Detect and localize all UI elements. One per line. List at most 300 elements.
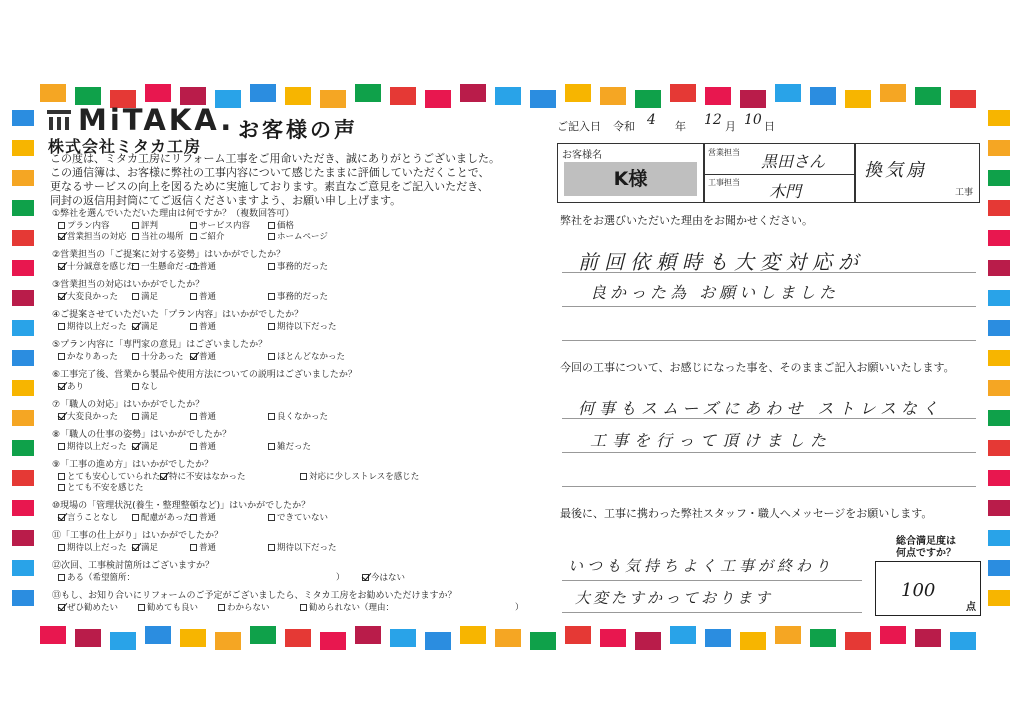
- work-box: [855, 143, 980, 203]
- colored-square: [988, 170, 1010, 186]
- checkbox[interactable]: [132, 383, 139, 390]
- section-question-impression: 今回の工事について、お感じになった事を、そのままご記入お願いいたします。: [560, 361, 955, 374]
- answer-option[interactable]: [190, 221, 250, 231]
- question-label: ⑪「工事の仕上がり」はいかがでしたか？: [52, 531, 224, 541]
- question-label: ⑥工事完了後、営業から製品や使用方法についての説明はございましたか？: [52, 370, 357, 380]
- answer-option[interactable]: [132, 543, 158, 553]
- checkbox[interactable]: [268, 353, 275, 360]
- checked-checkbox[interactable]: [58, 413, 65, 420]
- answer-option[interactable]: [132, 232, 184, 242]
- intro-line: 更なるサービスの向上を図るために実施しております。素直なご意見をご記入いただき、: [50, 180, 489, 193]
- checkbox[interactable]: [132, 413, 139, 420]
- answer-option-label: 期待以上だった: [67, 543, 127, 553]
- answer-option-label: 普通: [199, 262, 217, 272]
- checkbox[interactable]: [190, 293, 197, 300]
- answer-option[interactable]: [132, 221, 158, 231]
- answer-option[interactable]: [300, 472, 419, 482]
- answer-option-label: とても不安を感じた: [67, 483, 144, 493]
- answer-option[interactable]: [58, 382, 84, 392]
- question-label: ⑦「職人の対応」はいかがでしたか？: [52, 400, 205, 410]
- checkbox[interactable]: [58, 484, 65, 491]
- satisfaction-label-line: 何点ですか？: [896, 548, 956, 559]
- date-day-unit: 日: [764, 120, 775, 133]
- satisfaction-label: [872, 536, 980, 560]
- colored-square: [40, 626, 66, 644]
- work-staff-row: [705, 174, 854, 204]
- date-month: 12: [704, 112, 722, 128]
- date-year-unit: 年: [675, 120, 686, 133]
- handwritten-answer: 大変たすかっております: [575, 589, 774, 607]
- question-label: ⑫次回、工事検討箇所はございますか？: [52, 561, 215, 571]
- colored-square: [180, 629, 206, 647]
- checkbox[interactable]: [268, 222, 275, 229]
- ruled-line: [562, 306, 976, 307]
- answer-option-label: かなりあった: [67, 352, 118, 362]
- answer-option[interactable]: [132, 322, 158, 332]
- colored-square: [988, 110, 1010, 126]
- colored-square: [12, 350, 34, 366]
- answer-option-label: ほとんどなかった: [277, 352, 346, 362]
- answer-option[interactable]: [58, 442, 127, 452]
- colored-square: [12, 380, 34, 396]
- checkbox[interactable]: [58, 443, 65, 450]
- colored-square: [775, 84, 801, 102]
- answer-option[interactable]: [268, 262, 328, 272]
- checked-checkbox[interactable]: [58, 383, 65, 390]
- handwritten-answer: 工事を行って頂けました: [590, 431, 833, 450]
- answer-option-label: 大変良かった: [67, 292, 119, 302]
- checkbox[interactable]: [268, 263, 275, 270]
- answer-option[interactable]: [218, 603, 270, 613]
- staff-box: [704, 143, 855, 203]
- question-label: ②営業担当の「ご提案に対する姿勢」はいかがでしたか？: [52, 250, 286, 260]
- checked-checkbox[interactable]: [58, 293, 65, 300]
- handwritten-answer: 良かった為 お願いしました: [590, 283, 840, 302]
- answer-option-label: 期待以上だった: [67, 442, 127, 452]
- checkbox[interactable]: [132, 514, 139, 521]
- answer-option-label: 期待以下だった: [277, 322, 337, 332]
- ruled-line: [562, 612, 862, 613]
- answer-option-label: 価格: [277, 221, 295, 231]
- answer-option[interactable]: [58, 603, 118, 613]
- checked-checkbox[interactable]: [362, 574, 369, 581]
- checkbox[interactable]: [58, 353, 65, 360]
- answer-option[interactable]: [132, 352, 183, 362]
- question-label: ①弊社を選んでいただいた理由は何ですか？（複数回答可）: [52, 209, 295, 219]
- answer-option[interactable]: [58, 543, 127, 553]
- colored-square: [530, 632, 556, 650]
- checkbox[interactable]: [190, 222, 197, 229]
- answer-option[interactable]: [132, 442, 158, 452]
- answer-option-label: 満足: [141, 292, 159, 302]
- answer-option-label: 期待以下だった: [277, 543, 337, 553]
- answer-option[interactable]: [132, 412, 158, 422]
- answer-option[interactable]: [268, 513, 328, 523]
- question-label: ③営業担当の対応はいかがでしたか？: [52, 280, 205, 290]
- answer-option[interactable]: [190, 262, 216, 272]
- colored-square: [320, 632, 346, 650]
- colored-square: [355, 626, 381, 644]
- answer-option[interactable]: [190, 232, 225, 242]
- answer-option[interactable]: [268, 543, 337, 553]
- answer-option-label: 普通: [199, 322, 217, 332]
- satisfaction-label-line: 総合満足度は: [896, 536, 956, 547]
- colored-square: [635, 632, 661, 650]
- answer-option[interactable]: [190, 543, 216, 553]
- answer-option-label: サービス内容: [199, 221, 251, 231]
- checkbox[interactable]: [190, 443, 197, 450]
- answer-option[interactable]: [58, 472, 161, 482]
- answer-option[interactable]: [190, 513, 216, 523]
- colored-square: [12, 410, 34, 426]
- colored-square: [355, 84, 381, 102]
- ruled-line: [562, 580, 862, 581]
- checked-checkbox[interactable]: [132, 544, 139, 551]
- customer-box: [557, 143, 704, 203]
- question-label: ④ご提案させていただいた「プラン内容」はいかがでしたか？: [52, 310, 304, 320]
- checkbox[interactable]: [268, 514, 275, 521]
- answer-option[interactable]: [268, 292, 328, 302]
- checkbox[interactable]: [132, 233, 139, 240]
- customer-label: お客様名: [562, 150, 602, 161]
- colored-square: [950, 632, 976, 650]
- checked-checkbox[interactable]: [160, 473, 167, 480]
- page-title: お客様の声: [238, 118, 358, 142]
- checkbox[interactable]: [132, 353, 139, 360]
- checkbox[interactable]: [268, 293, 275, 300]
- answer-option[interactable]: [58, 352, 118, 362]
- answer-option-label: 大変良かった: [67, 412, 119, 422]
- handwritten-answer: 前回依頼時も大変対応が: [578, 250, 864, 274]
- colored-square: [810, 629, 836, 647]
- answer-option-label: 普通: [199, 513, 217, 523]
- answer-option-label: ご紹介: [199, 232, 225, 242]
- answer-option[interactable]: [58, 221, 110, 231]
- answer-option-label: ホームページ: [277, 232, 328, 242]
- answer-option-label: 一生懸命だった: [141, 262, 201, 272]
- colored-square: [215, 632, 241, 650]
- colored-square: [285, 629, 311, 647]
- colored-square: [600, 629, 626, 647]
- colored-square: [12, 260, 34, 276]
- colored-square: [390, 629, 416, 647]
- colored-square: [845, 90, 871, 108]
- colored-square: [988, 230, 1010, 246]
- checked-checkbox[interactable]: [132, 443, 139, 450]
- answer-option[interactable]: [58, 573, 135, 583]
- ruled-line: [562, 452, 976, 453]
- ruled-line: [562, 340, 976, 341]
- intro-line: この度は、ミタカ工房にリフォーム工事をご用命いただき、誠にありがとうございました。: [50, 152, 501, 165]
- answer-option-label: 満足: [141, 322, 159, 332]
- colored-square: [250, 626, 276, 644]
- checkbox[interactable]: [268, 443, 275, 450]
- colored-square: [40, 84, 66, 102]
- answer-option-label: ある（希望箇所：: [67, 573, 136, 583]
- answer-option[interactable]: [58, 513, 118, 523]
- colored-square: [988, 140, 1010, 156]
- answer-option: [515, 603, 524, 613]
- work-staff-name: 木門: [769, 182, 802, 201]
- colored-square: [285, 87, 311, 105]
- colored-square: [12, 170, 34, 186]
- answer-option-label: わからない: [227, 603, 270, 613]
- answer-option-label: 事務的だった: [277, 262, 329, 272]
- answer-option-label: 期待以上だった: [67, 322, 127, 332]
- ruled-line: [562, 486, 976, 487]
- colored-square: [950, 90, 976, 108]
- answer-option-label: 普通: [199, 543, 217, 553]
- answer-option-label: 満足: [141, 442, 159, 452]
- colored-square: [880, 626, 906, 644]
- colored-square: [460, 84, 486, 102]
- colored-square: [670, 84, 696, 102]
- colored-square: [495, 629, 521, 647]
- work-suffix: 工事: [954, 188, 973, 198]
- answer-option[interactable]: [132, 382, 158, 392]
- answer-option-label: 当社の場所: [141, 232, 184, 242]
- intro-line: この通信簿は、お客様に弊社の工事内容について感じたままに評価していただくことで、: [50, 166, 490, 179]
- colored-square: [565, 626, 591, 644]
- checkbox[interactable]: [190, 514, 197, 521]
- answer-option[interactable]: [300, 603, 394, 613]
- colored-square: [988, 290, 1010, 306]
- answer-option-label: 十分あった: [141, 352, 184, 362]
- colored-square: [988, 470, 1010, 486]
- sales-staff-row: [705, 144, 854, 175]
- checkbox[interactable]: [190, 263, 197, 270]
- question-label: ⑧「職人の仕事の姿勢」はいかがでしたか？: [52, 430, 232, 440]
- answer-option-label: ぜひ勧めたい: [67, 603, 119, 613]
- work-staff-label: 工事担当: [708, 178, 740, 187]
- checkbox[interactable]: [268, 323, 275, 330]
- colored-square: [12, 500, 34, 516]
- answer-option-label: 特に不安はなかった: [169, 472, 246, 482]
- answer-option[interactable]: [132, 292, 158, 302]
- checkbox[interactable]: [300, 604, 307, 611]
- answer-option-label: なし: [141, 382, 159, 392]
- logo-icon: [47, 108, 71, 132]
- answer-option[interactable]: [58, 483, 144, 493]
- answer-option[interactable]: [58, 292, 118, 302]
- colored-square: [988, 590, 1010, 606]
- answer-option[interactable]: [190, 322, 216, 332]
- answer-option-label: プラン内容: [67, 221, 110, 231]
- answer-option[interactable]: [190, 292, 216, 302]
- date-era: 令和: [613, 120, 635, 133]
- satisfaction-score: 100: [901, 580, 936, 601]
- checkbox[interactable]: [132, 222, 139, 229]
- colored-square: [145, 84, 171, 102]
- answer-option[interactable]: [268, 232, 328, 242]
- work-name: 換気扇: [864, 160, 927, 181]
- checkbox[interactable]: [58, 323, 65, 330]
- colored-square: [12, 320, 34, 336]
- answer-option[interactable]: [268, 322, 337, 332]
- checkbox[interactable]: [58, 473, 65, 480]
- answer-option-label: とても安心していられた: [67, 472, 161, 482]
- date-month-unit: 月: [725, 120, 736, 133]
- checked-checkbox[interactable]: [58, 514, 65, 521]
- answer-option-label: 今はない: [371, 573, 406, 583]
- sales-staff-name: 黒田さん: [761, 152, 826, 171]
- checkbox[interactable]: [300, 473, 307, 480]
- checkbox[interactable]: [218, 604, 225, 611]
- answer-option-label: 雑だった: [277, 442, 312, 452]
- answer-option-label: 評判: [141, 221, 159, 231]
- colored-square: [670, 626, 696, 644]
- section-question-reason: 弊社をお選びいただいた理由をお聞かせください。: [560, 214, 813, 227]
- colored-square: [425, 90, 451, 108]
- answer-option[interactable]: [138, 603, 198, 613]
- colored-square: [12, 470, 34, 486]
- checked-checkbox[interactable]: [58, 604, 65, 611]
- colored-square: [600, 87, 626, 105]
- checked-checkbox[interactable]: [190, 353, 197, 360]
- answer-option-label: 普通: [199, 412, 217, 422]
- checkbox[interactable]: [190, 233, 197, 240]
- colored-square: [915, 87, 941, 105]
- checkbox[interactable]: [190, 323, 197, 330]
- colored-square: [145, 626, 171, 644]
- colored-square: [565, 84, 591, 102]
- answer-option[interactable]: [268, 221, 294, 231]
- colored-square: [915, 629, 941, 647]
- colored-square: [425, 632, 451, 650]
- checkbox[interactable]: [268, 413, 275, 420]
- checked-checkbox[interactable]: [58, 263, 65, 270]
- colored-square: [810, 87, 836, 105]
- answer-option-label: 満足: [141, 412, 159, 422]
- checkbox[interactable]: [58, 544, 65, 551]
- answer-option[interactable]: [268, 442, 311, 452]
- colored-square: [988, 500, 1010, 516]
- colored-square: [988, 530, 1010, 546]
- handwritten-answer: いつも気持ちよく工事が終わり: [568, 557, 835, 575]
- answer-option-label: 十分誠意を感じた: [67, 262, 136, 272]
- answer-option-label: 良くなかった: [277, 412, 329, 422]
- intro-text: [50, 152, 528, 208]
- checkbox[interactable]: [190, 413, 197, 420]
- answer-option[interactable]: [58, 232, 127, 242]
- answer-option-label: できていない: [277, 513, 329, 523]
- checkbox[interactable]: [132, 263, 139, 270]
- checkbox[interactable]: [138, 604, 145, 611]
- colored-square: [250, 84, 276, 102]
- checkbox[interactable]: [58, 222, 65, 229]
- colored-square: [988, 320, 1010, 336]
- answer-option-label: 普通: [199, 352, 217, 362]
- answer-option-label: 満足: [141, 543, 159, 553]
- colored-square: [12, 590, 34, 606]
- colored-square: [12, 440, 34, 456]
- checked-checkbox[interactable]: [58, 233, 65, 240]
- colored-square: [845, 632, 871, 650]
- answer-option-label: 営業担当の対応: [67, 232, 127, 242]
- colored-square: [705, 87, 731, 105]
- answer-option[interactable]: [58, 262, 135, 272]
- customer-name: K様: [564, 162, 697, 196]
- date-prefix: ご記入日: [557, 120, 601, 133]
- answer-option-label: 事務的だった: [277, 292, 329, 302]
- answer-option[interactable]: [268, 412, 328, 422]
- colored-square: [390, 87, 416, 105]
- company-name: 株式会社ミタカ工房: [48, 137, 202, 156]
- question-label: ⑨「工事の進め方」はいかがでしたか？: [52, 460, 214, 470]
- colored-square: [988, 380, 1010, 396]
- colored-square: [110, 632, 136, 650]
- colored-square: [12, 230, 34, 246]
- answer-option-label: あり: [67, 382, 85, 392]
- question-label: ⑬もし、お知り合いにリフォームのご予定がございましたら、ミタカ工房をお勧めいただけますか？: [52, 591, 457, 601]
- colored-square: [740, 632, 766, 650]
- answer-option[interactable]: [190, 442, 216, 452]
- checkbox[interactable]: [268, 544, 275, 551]
- handwritten-answer: 何事もスムーズにあわせ ストレスなく: [578, 399, 944, 418]
- answer-option[interactable]: [190, 352, 216, 362]
- date-year: 4: [647, 112, 656, 128]
- answer-option-label: 言うことなし: [67, 513, 119, 523]
- answer-option[interactable]: [132, 513, 192, 523]
- satisfaction-box: [875, 561, 981, 616]
- colored-square: [12, 110, 34, 126]
- answer-option-label: 普通: [199, 442, 217, 452]
- colored-square: [12, 200, 34, 216]
- colored-square: [988, 410, 1010, 426]
- answer-option[interactable]: [190, 412, 216, 422]
- checked-checkbox[interactable]: [132, 323, 139, 330]
- answer-option-label: 対応に少しストレスを感じた: [309, 472, 420, 482]
- colored-square: [705, 629, 731, 647]
- answer-option-label: 配慮があった: [141, 513, 192, 523]
- checkbox[interactable]: [190, 544, 197, 551]
- answer-option[interactable]: [268, 352, 345, 362]
- satisfaction-unit: 点: [966, 602, 976, 613]
- answer-option[interactable]: [362, 573, 405, 583]
- date-day: 10: [744, 112, 762, 128]
- colored-square: [460, 626, 486, 644]
- colored-square: [12, 290, 34, 306]
- answer-option-label: 普通: [199, 292, 217, 302]
- answer-option[interactable]: [58, 322, 127, 332]
- colored-square: [495, 87, 521, 105]
- answer-option-label: ）: [336, 573, 345, 583]
- colored-square: [635, 90, 661, 108]
- answer-option[interactable]: [58, 412, 118, 422]
- answer-option-label: ）: [515, 603, 524, 613]
- answer-option: [336, 573, 345, 583]
- colored-square: [12, 560, 34, 576]
- colored-square: [775, 626, 801, 644]
- question-label: ⑤プラン内容に「専門家の意見」はございましたか？: [52, 340, 268, 350]
- checkbox[interactable]: [132, 293, 139, 300]
- question-label: ⑩現場の「管理状況(養生・整理整頓など)」はいかがでしたか？: [52, 501, 311, 511]
- answer-option[interactable]: [160, 472, 246, 482]
- colored-square: [988, 260, 1010, 276]
- colored-square: [75, 629, 101, 647]
- colored-square: [12, 140, 34, 156]
- colored-square: [988, 350, 1010, 366]
- checkbox[interactable]: [268, 233, 275, 240]
- colored-square: [988, 200, 1010, 216]
- intro-line: 同封の返信用封筒にてご返信くださいますよう、お願い申し上げます。: [50, 194, 402, 207]
- checkbox[interactable]: [58, 574, 65, 581]
- answer-option-label: 勧められない（理由：: [309, 603, 395, 613]
- colored-square: [12, 530, 34, 546]
- colored-square: [740, 90, 766, 108]
- logo-wordmark: MiTAKA.: [78, 103, 235, 137]
- section-question-message: 最後に、工事に携わった弊社スタッフ・職人へメッセージをお願いします。: [560, 507, 933, 520]
